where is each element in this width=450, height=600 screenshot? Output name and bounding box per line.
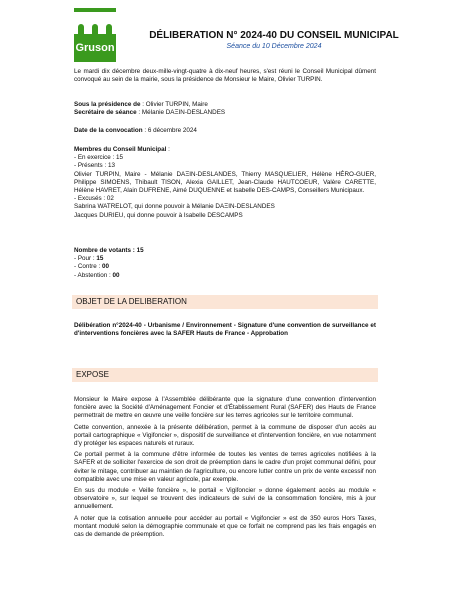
- membres-label: Membres du Conseil Municipal: [74, 146, 167, 153]
- page-subtitle: Séance du 10 Décembre 2024: [226, 43, 322, 50]
- membres-line: Jacques DURIEU, qui donne pouvoir à Isabelle DESCAMPS: [74, 211, 243, 219]
- pour-label: - Pour :: [74, 255, 97, 263]
- contre-value: 00: [102, 263, 110, 271]
- convocation-value: : 6 décembre 2024: [142, 127, 197, 134]
- membres-section: [74, 146, 376, 220]
- convocation: [74, 127, 376, 135]
- membres-line: Olivier TURPIN, Maire - Mélanie DAΞIN-DESLANDES, Thierry MASQUELIER, Hélène HÉRO-GUER, Philippe SIMOENS, Thibault TISON, Alexia GAILLET, Jean-Claude HAUTCOEUR, Valère CARETTE, Hélène HAVRET, Alain DUFRENE, Aimé DUQUENNE et Isabelle DES-CAMPS, Conseillers Municipaux.: [74, 170, 376, 195]
- votants-section: [74, 247, 376, 280]
- pour-value: 15: [96, 255, 104, 263]
- intro-text: Le mardi dix décembre deux-mille-vingt-quatre à dix-neuf heures, s'est réuni le Conseil Municipal dûment convoqué au sein de la mairie, sous la présidence de Monsieur le Maire, Olivier TURPIN.: [74, 68, 376, 84]
- convocation-label: Date de la convocation: [74, 127, 143, 134]
- section-expose-header: EXPOSE: [72, 368, 378, 382]
- expose-paragraph: Cette convention, annexée à la présente délibération, permet à la commune de disposer d'un accès au portail cartographique « Vigifoncier », dispositif de surveillance et d'intervention foncière, en vue notamment d'y protéger les espaces naturels et ruraux.: [74, 423, 376, 448]
- page-title: DÉLIBERATION N° 2024-40 DU CONSEIL MUNICIPAL: [149, 30, 399, 41]
- votants-value: : 15: [131, 247, 144, 254]
- votants-label: Nombre de votants: [74, 247, 132, 254]
- contre-label: - Contre :: [74, 263, 102, 271]
- membres-line: Sabrina WATRELOT, qui donne pouvoir à Mélanie DAΞIN-DESLANDES: [74, 203, 275, 211]
- expose-paragraph: A noter que la cotisation annuelle pour accéder au portail « Vigifoncier » est de 350 euros Hors Taxes, montant modulé selon la démographie communale et que ce forfait ne comprend pas les frais engagés en cas de demande de préemption.: [74, 514, 376, 539]
- objet-section: [74, 322, 376, 338]
- secretaire-label: Secrétaire de séance: [74, 109, 137, 117]
- intro-paragraph: [74, 68, 376, 84]
- expose-paragraph: En sus du module « Veille foncière », le portail « Vigifoncier » donne également accès au module « observatoire », sur lequel se trouvent des indicateurs de suivi de la consommation foncière, mis à jour annuellement.: [74, 487, 376, 511]
- meeting-officers: [74, 101, 376, 117]
- membres-line: - Présents : 13: [74, 162, 115, 170]
- logo-trees-icon: [74, 8, 116, 34]
- abstention-value: 00: [112, 271, 120, 279]
- objet-text: Délibération n°2024-40 - Urbanisme / Environnement - Signature d'une convention de surveillance et d'interventions foncières avec la SAFER Hauts de France - Approbation: [74, 322, 376, 338]
- section-objet-header: OBJET DE LA DELIBERATION: [72, 295, 378, 309]
- logo-text: Gruson: [74, 34, 116, 62]
- membres-line: - Excusés : 02: [74, 195, 114, 203]
- expose-paragraph: Ce portail permet à la commune d'être informée de toutes les ventes de terres agricoles notifiées à la SAFER et de solliciter l'exercice de son droit de préemption dans le cadre d'un projet communal défini, pour éviter le mitage, contribuer au maintien de l'agriculture, ou encore lutter contre un prix de vente excessif non compatible avec une mise en valeur agricole, par exemple.: [74, 451, 376, 483]
- membres-line: - En exercice : 15: [74, 154, 123, 162]
- gruson-logo: [74, 8, 116, 60]
- secretaire-value: : Mélanie DAΞIN-DESLANDES: [136, 109, 226, 117]
- expose-section: [74, 396, 376, 539]
- expose-paragraph: Monsieur le Maire expose à l'Assemblée délibérante que la signature d'une convention d'intervention foncière avec la Société d'Aménagement Foncier et d'Établissement Rural (SAFER) des Hauts de France permettrait de mettre en œuvre une veille foncière sur les terres agricoles sur le territoire communal.: [74, 396, 376, 420]
- presidence-value: : Olivier TURPIN, Maire: [140, 101, 208, 108]
- membres-value: :: [166, 146, 170, 153]
- abstention-label: - Abstention :: [74, 271, 113, 279]
- presidence-label: Sous la présidence de: [74, 101, 141, 108]
